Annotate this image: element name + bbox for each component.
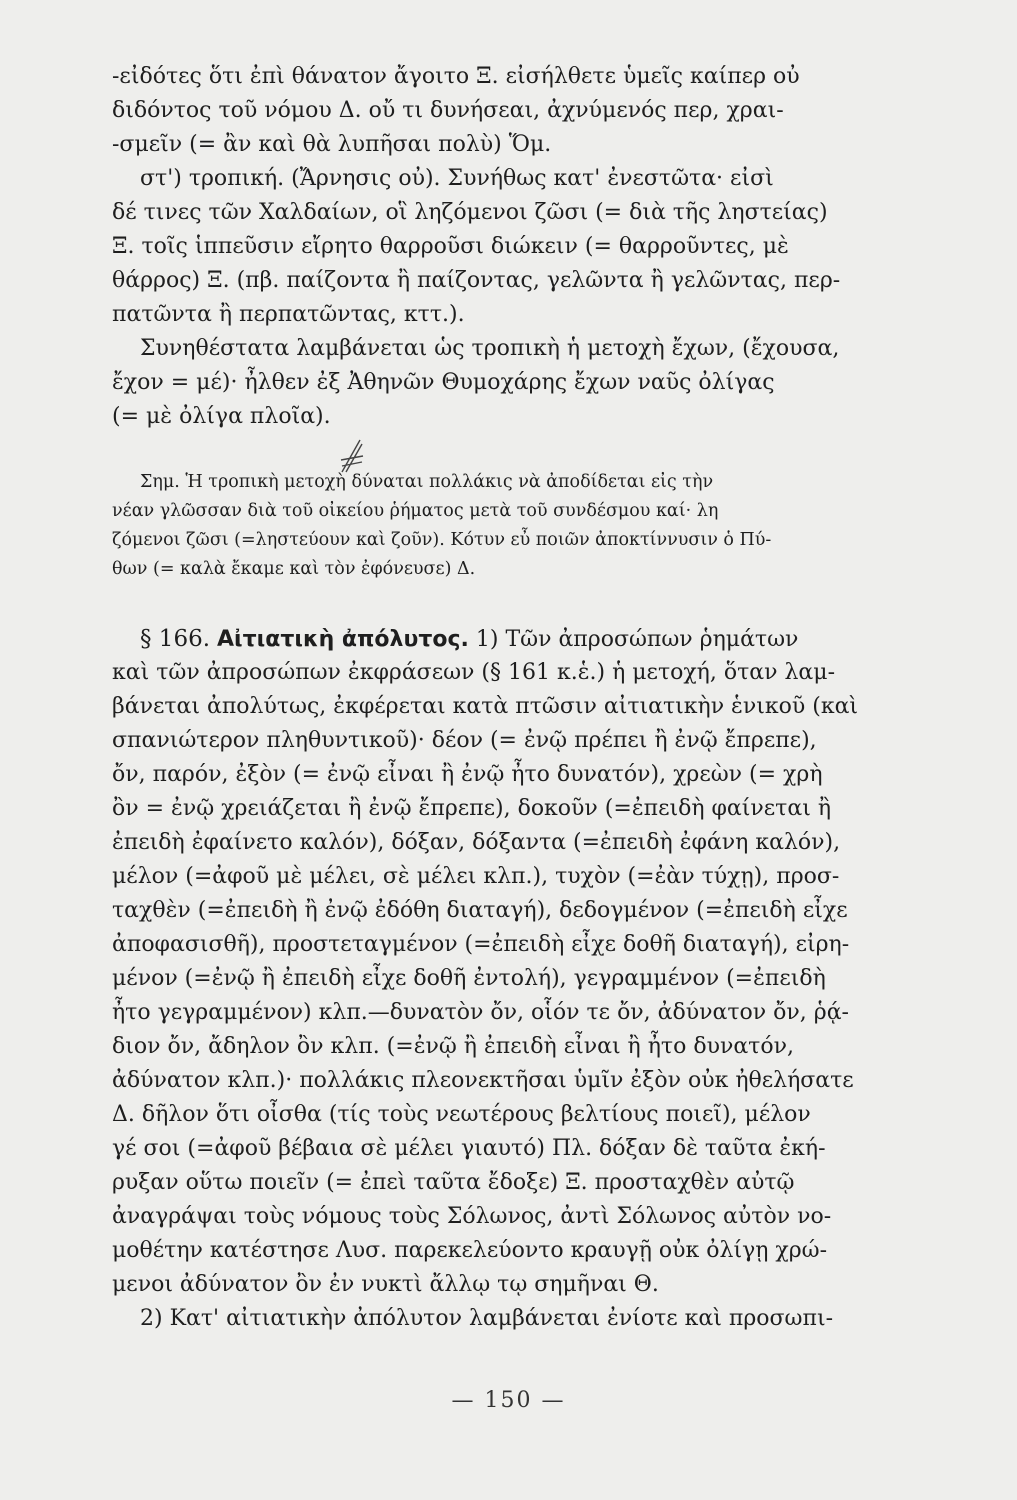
text-line: ἀναγράψαι τοὺς νόμους τοὺς Σόλωνος, ἀντὶ Σόλωνος αὐτὸν νο- [112, 1204, 832, 1229]
section-first-line: 1) Τῶν ἀπροσώπων ῥημάτων [475, 627, 799, 652]
text-line: ἦτο γεγραμμένον) κλπ.—δυνατὸν ὄν, οἷόν τε ὄν, ἀδύνατον ὄν, ῥᾴ- [112, 1000, 849, 1025]
text-line: βάνεται ἀπολύτως, ἐκφέρεται κατὰ πτῶσιν αἰτιατικὴν ἑνικοῦ (καὶ [112, 694, 859, 719]
text-line: ἀποφασισθῆ), προστεταγμένον (=ἐπειδὴ εἶχε δοθῆ διαταγή), εἰρη- [112, 932, 850, 957]
section-number: § 166. [140, 626, 211, 652]
text-line: (= μὲ ὀλίγα πλοῖα). [112, 404, 331, 429]
text-line: -εἰδότες ὅτι ἐπὶ θάνατον ἄγοιτο Ξ. εἰσήλθετε ὑμεῖς καίπερ οὐ [112, 64, 800, 89]
text-line: ἐπειδὴ ἐφαίνετο καλόν), δόξαν, δόξαντα (=ἐπειδὴ ἐφάνη καλόν), [112, 830, 841, 855]
text-line: θάρρος) Ξ. (πβ. παίζοντα ἢ παίζοντας, γελῶντα ἢ γελῶντας, περ- [112, 268, 841, 293]
paragraph-top [112, 60, 904, 434]
text-line: μέλον (=ἀφοῦ μὲ μέλει, σὲ μέλει κλπ.), τυχὸν (=ἐὰν τύχῃ), προσ- [112, 864, 840, 889]
text-line: στ') τροπική. (Ἄρνησις οὐ). Συνήθως κατ' ἐνεστῶτα· εἰσὶ [140, 166, 774, 191]
section-heading [112, 622, 904, 656]
text-line: μοθέτην κατέστησε Λυσ. παρεκελεύοντο κραυγῇ οὐκ ὀλίγῃ χρώ- [112, 1238, 828, 1263]
text-line: μένον (=ἐνῷ ἢ ἐπειδὴ εἶχε δοθῆ ἐντολή), γεγραμμένον (=ἐπειδὴ [112, 966, 826, 991]
text-line: -σμεῖν (= ἂν καὶ θὰ λυπῆσαι πολὺ) Ὅμ. [112, 132, 552, 157]
note-line: Σημ. Ἡ τροπικὴ μετοχὴ δύναται πολλάκις νὰ ἀποδίδεται εἰς τὴν [140, 472, 714, 492]
text-line: ὂν = ἐνῷ χρειάζεται ἢ ἐνῷ ἔπρεπε), δοκοῦν (=ἐπειδὴ φαίνεται ἢ [112, 796, 832, 821]
text-line: δέ τινες τῶν Χαλδαίων, οἳ ληζόμενοι ζῶσι (= διὰ τῆς ληστείας) [112, 200, 828, 225]
text-line: Ξ. τοῖς ἱππεῦσιν εἴρητο θαρροῦσι διώκειν (= θαρροῦντες, μὲ [112, 234, 789, 259]
page-number: — 150 — [451, 1388, 566, 1413]
section-title: Αἰτιατικὴ ἀπόλυτος. [217, 627, 469, 652]
text-line: μενοι ἀδύνατον ὂν ἐν νυκτὶ ἄλλῳ τῳ σημῆναι Θ. [112, 1272, 659, 1297]
note-line: νέαν γλῶσσαν διὰ τοῦ οἰκείου ῥήματος μετὰ τοῦ συνδέσμου καί· λη [112, 501, 719, 521]
text-line: γέ σοι (=ἀφοῦ βέβαια σὲ μέλει γιαυτό) Πλ. δόξαν δὲ ταῦτα ἐκή- [112, 1136, 826, 1161]
text-line: σπανιώτερον πληθυντικοῦ)· δέον (= ἐνῷ πρέπει ἢ ἐνῷ ἔπρεπε), [112, 728, 817, 753]
text-line: Δ. δῆλον ὅτι οἶσθα (τίς τοὺς νεωτέρους βελτίους ποιεῖ), μέλον [112, 1102, 811, 1127]
section-166 [112, 622, 904, 1336]
text-line: ὄν, παρόν, ἐξὸν (= ἐνῷ εἶναι ἢ ἐνῷ ἦτο δυνατόν), χρεὼν (= χρὴ [112, 762, 823, 787]
text-line: διον ὄν, ἄδηλον ὂν κλπ. (=ἐνῷ ἢ ἐπειδὴ εἶναι ἢ ἦτο δυνατόν, [112, 1034, 794, 1059]
text-line: πατῶντα ἢ περπατῶντας, κττ.). [112, 302, 465, 327]
text-line: Συνηθέστατα λαμβάνεται ὡς τροπικὴ ἡ μετοχὴ ἔχων, (ἔχουσα, [140, 336, 840, 361]
note-block [112, 468, 904, 584]
text-line: ἀδύνατον κλπ.)· πολλάκις πλεονεκτῆσαι ὑμῖν ἐξὸν οὐκ ἠθελήσατε [112, 1068, 854, 1093]
text-line: διδόντος τοῦ νόμου Δ. οὔ τι δυνήσεαι, ἀχνύμενός περ, χραι- [112, 98, 784, 123]
text-line: ταχθὲν (=ἐπειδὴ ἢ ἐνῷ ἐδόθη διαταγή), δεδογμένον (=ἐπειδὴ εἶχε [112, 898, 848, 923]
text-line: 2) Κατ' αἰτιατικὴν ἀπόλυτον λαμβάνεται ἐνίοτε καὶ προσωπι- [140, 1306, 834, 1331]
note-line: ζόμενοι ζῶσι (=ληστεύουν καὶ ζοῦν). Κότυν εὖ ποιῶν ἀποκτίννυσιν ὁ Πύ- [112, 530, 772, 550]
text-line: ἔχον = μέ)· ἦλθεν ἐξ Ἀθηνῶν Θυμοχάρης ἔχων ναῦς ὀλίγας [112, 370, 775, 395]
text-line: καὶ τῶν ἀπροσώπων ἐκφράσεων (§ 161 κ.ἑ.) ἡ μετοχή, ὅταν λαμ- [112, 660, 836, 685]
text-line: ρυξαν οὕτω ποιεῖν (= ἐπεὶ ταῦτα ἔδοξε) Ξ. προσταχθὲν αὐτῷ [112, 1170, 795, 1195]
note-line: θων (= καλὰ ἔκαμε καὶ τὸν ἐφόνευσε) Δ. [112, 559, 476, 579]
